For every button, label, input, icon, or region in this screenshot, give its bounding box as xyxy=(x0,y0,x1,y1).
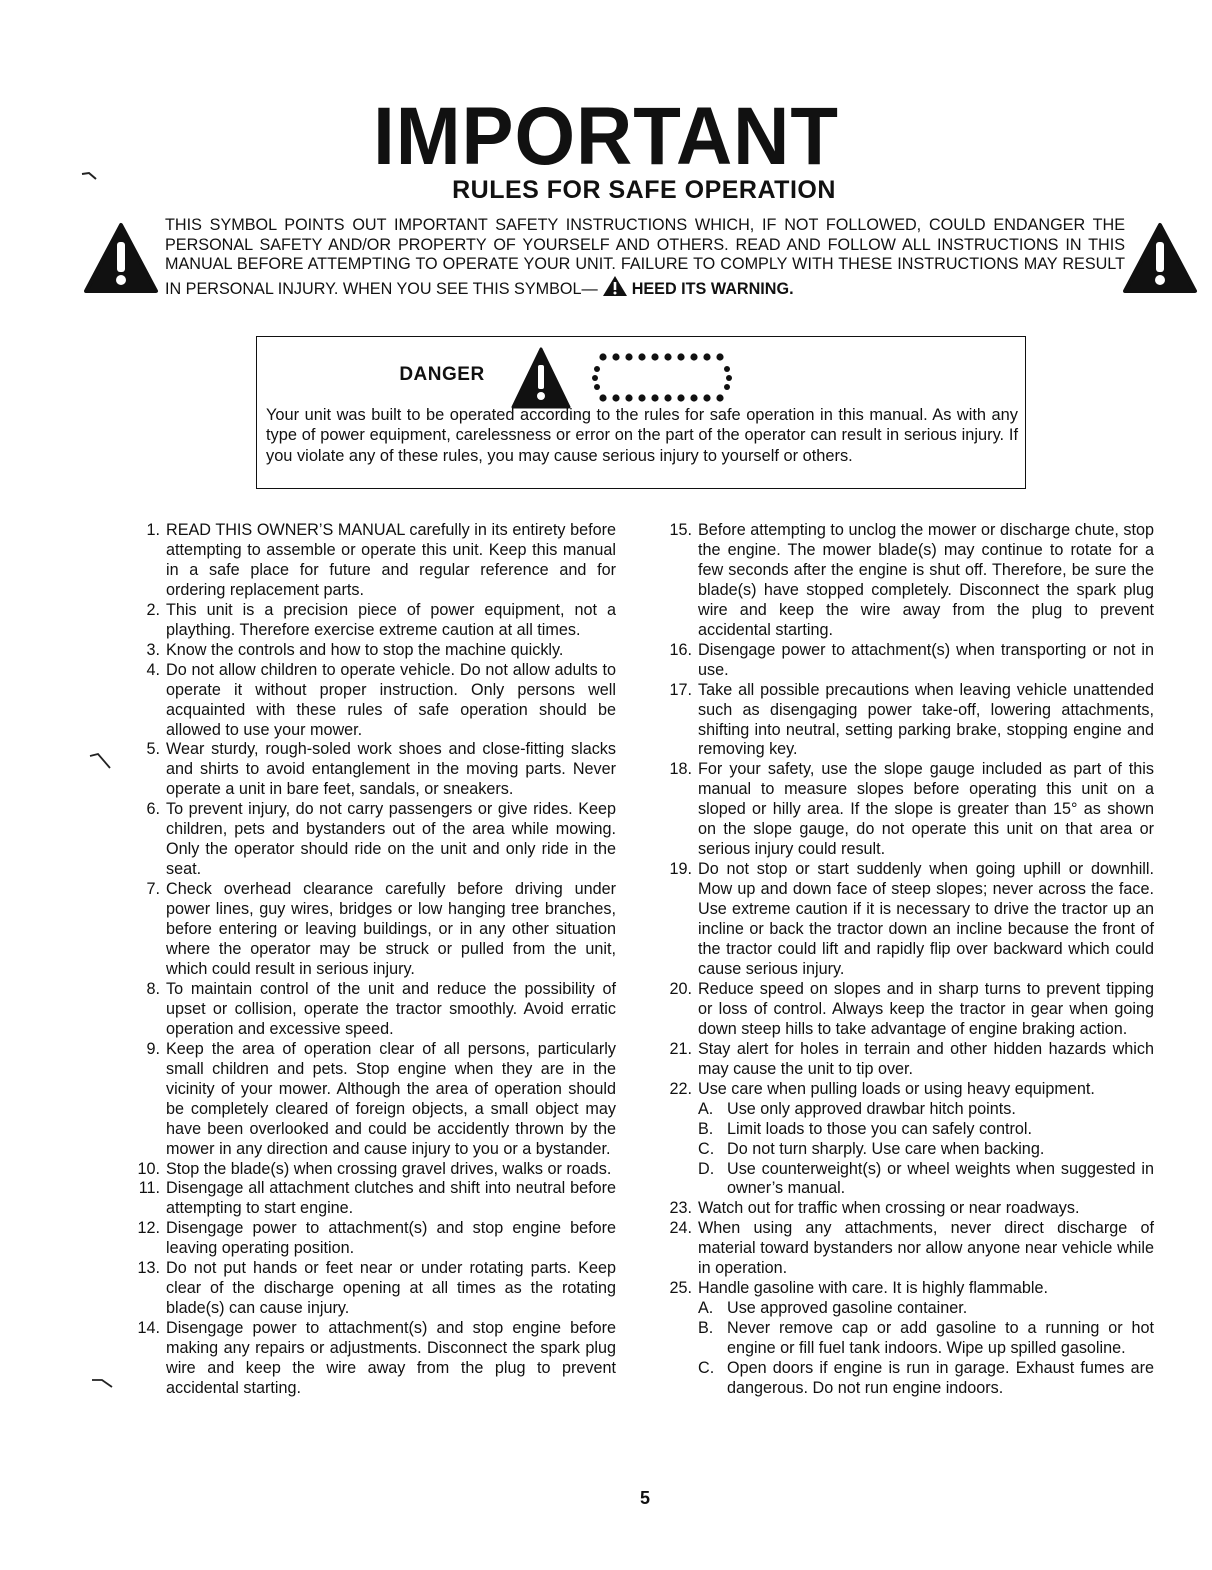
rule-text: This unit is a precision piece of power equipment, not a plaything. Therefore exercise extreme caution at all times. xyxy=(166,600,616,639)
rule-item xyxy=(136,1319,616,1399)
rule-number: 24. xyxy=(669,1219,692,1238)
rule-text: Stay alert for holes in terrain and other hidden hazards which may cause the unit to tip over. xyxy=(698,1039,1154,1078)
rule-subitem-text: Do not turn sharply. Use care when backing. xyxy=(727,1139,1045,1158)
rule-number: 5. xyxy=(146,740,160,759)
rule-subitem-letter: A. xyxy=(698,1099,714,1118)
rule-number: 9. xyxy=(146,1039,160,1058)
safety-symbol-notice xyxy=(165,216,1125,299)
rule-number: 15. xyxy=(669,521,692,539)
rule-text: Know the controls and how to stop the machine quickly. xyxy=(166,640,564,659)
rule-number: 18. xyxy=(669,760,692,779)
rule-subitem xyxy=(698,1319,1154,1359)
rule-subitem-text: Open doors if engine is run in garage. Exhaust fumes are dangerous. Do not run engine indoors. xyxy=(727,1359,1154,1397)
rule-number: 14. xyxy=(137,1319,160,1338)
rules-column-left xyxy=(136,521,616,1399)
rule-subitem-text: Use approved gasoline container. xyxy=(727,1299,968,1318)
rule-number: 7. xyxy=(146,880,160,899)
rule-text: Do not put hands or feet near or under rotating parts. Keep clear of the discharge opening at all times as the rotating blade(s) can cause injury. xyxy=(166,1259,616,1318)
rule-item xyxy=(668,1080,1154,1200)
rule-number: 21. xyxy=(669,1039,692,1058)
rule-item xyxy=(136,800,616,880)
rule-item xyxy=(668,1219,1154,1279)
rule-text: Handle gasoline with care. It is highly flammable. xyxy=(698,1279,1048,1298)
rule-subitem xyxy=(698,1120,1154,1140)
page-number: 5 xyxy=(639,1488,650,1508)
heed-warning-text: HEED ITS WARNING. xyxy=(631,279,794,298)
rule-item xyxy=(136,641,616,661)
rule-text: Check overhead clearance carefully before driving under power lines, guy wires, bridges or low hanging tree branches, before entering or leaving buildings, or in any other situation where the operator may be struck or pulled from the unit, which could result in serious injury. xyxy=(166,880,616,978)
scan-mark-icon xyxy=(80,170,100,182)
rule-subitem-text: Limit loads to those you can safely control. xyxy=(727,1119,1033,1138)
rule-number: 1. xyxy=(146,521,160,539)
rule-text: To maintain control of the unit and reduce the possibility of upset or collision, operate the tractor smoothly. Avoid erratic operation and excessive speed. xyxy=(166,979,616,1038)
rule-subitem-text: Never remove cap or add gasoline to a running or hot engine or fill fuel tank indoors. Wipe up spilled gasoline. xyxy=(727,1319,1154,1358)
danger-label: DANGER xyxy=(399,364,485,385)
rule-item xyxy=(136,1179,616,1219)
warning-triangle-icon xyxy=(83,222,159,294)
rule-number: 4. xyxy=(146,660,160,679)
page-subtitle: RULES FOR SAFE OPERATION xyxy=(452,176,836,204)
rule-number: 19. xyxy=(669,860,692,879)
rule-subitem-letter: A. xyxy=(698,1299,714,1318)
rule-subitem-text: Use counterweight(s) or wheel weights when suggested in owner’s manual. xyxy=(727,1159,1154,1198)
rule-item xyxy=(136,1259,616,1319)
rule-subitem-letter: D. xyxy=(698,1159,715,1178)
rule-number: 13. xyxy=(137,1259,160,1278)
rule-subitem xyxy=(698,1140,1154,1160)
rule-item xyxy=(136,661,616,741)
danger-text: Your unit was built to be operated according to the rules for safe operation in this manual. As with any type of power equipment, carelessness or error on the part of the operator can result in serious injury. If you violate any of these rules, you may cause serious injury to yourself or others. xyxy=(266,406,1018,465)
rule-item xyxy=(668,1199,1154,1219)
rule-item xyxy=(136,740,616,800)
rule-text: Take all possible precautions when leaving vehicle unattended such as disengaging power take-off, lowering attachments, shifting into neutral, setting parking brake, stopping engine and removing key. xyxy=(698,680,1154,759)
rule-item xyxy=(136,1160,616,1180)
rule-text: Reduce speed on slopes and in sharp turns to prevent tipping or loss of control. Always keep the tractor in gear when going down steep hills to take advantage of engine braking action. xyxy=(698,979,1154,1038)
rule-subitem-letter: C. xyxy=(698,1139,715,1158)
rule-subitem xyxy=(698,1100,1154,1120)
page-title: IMPORTANT xyxy=(373,91,839,182)
rule-subitem-letter: B. xyxy=(698,1319,714,1338)
rule-item xyxy=(136,980,616,1040)
rule-item xyxy=(668,641,1154,681)
rule-number: 17. xyxy=(669,680,692,699)
warning-triangle-icon xyxy=(1122,222,1198,294)
rule-text: Do not stop or start suddenly when going uphill or downhill. Mow up and down face of steep slopes; never across the face. Use extreme caution if it is necessary to drive the tractor up an incline or back the tractor down an incline because the front of the tractor could lift and rapidly flip over backward which could cause serious injury. xyxy=(698,860,1154,978)
scan-mark-icon xyxy=(88,750,114,772)
rule-subitem xyxy=(698,1359,1154,1399)
rule-text: Disengage power to attachment(s) and stop engine before leaving operating position. xyxy=(166,1219,616,1258)
rule-item xyxy=(668,1040,1154,1080)
safety-symbol-notice-text: THIS SYMBOL POINTS OUT IMPORTANT SAFETY INSTRUCTIONS WHICH, IF NOT FOLLOWED, COULD ENDANGER THE PERSONAL SAFETY AND/OR PROPERTY OF YOURSELF AND OTHERS. READ AND FOLLOW ALL INSTRUCTIONS IN THIS MANUAL BEFORE ATTEMPTING TO OPERATE YOUR UNIT. FAILURE TO COMPLY WITH THESE INSTRUCTIONS MAY RESULT IN PERSONAL INJURY. WHEN YOU SEE THIS SYMBOL— xyxy=(165,216,1125,298)
rule-text: Do not allow children to operate vehicle. Do not allow adults to operate it without proper instruction. Only persons well acquainted with these rules of safe operation should be allowed to use your mower. xyxy=(166,660,616,739)
rule-text: Disengage all attachment clutches and shift into neutral before attempting to start engine. xyxy=(166,1179,616,1218)
rule-number: 12. xyxy=(137,1219,160,1238)
rule-item xyxy=(668,860,1154,980)
rule-item xyxy=(668,681,1154,761)
rule-number: 2. xyxy=(146,600,160,619)
rule-text: Keep the area of operation clear of all persons, particularly small children and pets. Stop engine when they are in the vicinity of your mower. Although the area of operation should be completely cleared of foreign objects, a small object may have been overlooked and could be accidently thrown by the mower in any direction and cause injury to you or a bystander. xyxy=(166,1039,616,1158)
rule-number: 23. xyxy=(669,1199,692,1218)
rule-number: 3. xyxy=(146,640,160,659)
rule-text: READ THIS OWNER’S MANUAL carefully in its entirety before attempting to assemble or operate this unit. Keep this manual in a safe place for future and regular reference and for ordering replacement parts. xyxy=(166,521,616,599)
rule-text: Disengage power to attachment(s) when transporting or not in use. xyxy=(698,640,1154,679)
rule-item xyxy=(136,521,616,601)
rule-item xyxy=(668,760,1154,860)
rule-number: 8. xyxy=(146,979,160,998)
rule-text: Wear sturdy, rough-soled work shoes and close-fitting slacks and shirts to avoid entanglement in the moving parts. Never operate a unit in bare feet, sandals, or sneakers. xyxy=(166,740,616,799)
rule-item xyxy=(136,880,616,980)
rule-item xyxy=(668,521,1154,641)
rule-item xyxy=(136,1040,616,1160)
rule-subitem-letter: C. xyxy=(698,1359,715,1378)
rule-item xyxy=(136,1219,616,1259)
rule-subitem xyxy=(698,1160,1154,1200)
danger-signal-icon xyxy=(511,345,773,411)
rule-number: 10. xyxy=(137,1159,160,1178)
rule-text: Watch out for traffic when crossing or near roadways. xyxy=(698,1199,1080,1218)
rule-subitem xyxy=(698,1299,1154,1319)
rule-text: Before attempting to unclog the mower or discharge chute, stop the engine. The mower blade(s) may continue to rotate for a few seconds after the engine is shut off. Therefore, be sure the blade(s) have stopped completely. Disconnect the spark plug wire and keep the wire away from the plug to prevent accidental starting. xyxy=(698,521,1154,639)
rule-number: 16. xyxy=(669,640,692,659)
rule-subitem-letter: B. xyxy=(698,1119,714,1138)
scan-mark-icon xyxy=(90,1376,116,1390)
rule-number: 6. xyxy=(146,800,160,819)
rule-number: 22. xyxy=(669,1079,692,1098)
rule-text: For your safety, use the slope gauge included as part of this manual to measure slopes before operating this unit on a sloped or hilly area. If the slope is greater than 15° as shown on the slope gauge, do not operate this unit on that area or serious injury could result. xyxy=(698,760,1154,859)
rule-text: Disengage power to attachment(s) and stop engine before making any repairs or adjustments. Disconnect the spark plug wire and keep the wire away from the plug to prevent accidental starting. xyxy=(166,1319,616,1397)
rule-text: Use care when pulling loads or using heavy equipment. xyxy=(698,1079,1095,1098)
warning-symbol-icon xyxy=(602,275,628,297)
rule-number: 25. xyxy=(669,1279,692,1298)
rule-subitem-text: Use only approved drawbar hitch points. xyxy=(727,1099,1016,1118)
rule-number: 11. xyxy=(138,1179,160,1198)
rule-item xyxy=(668,1279,1154,1399)
rule-item xyxy=(136,601,616,641)
rule-item xyxy=(668,980,1154,1040)
rule-text: When using any attachments, never direct discharge of material toward bystanders nor allow anyone near vehicle while in operation. xyxy=(698,1219,1154,1278)
rule-text: To prevent injury, do not carry passengers or give rides. Keep children, pets and bystanders out of the area while mowing. Only the operator should ride on the unit and only ride in the seat. xyxy=(166,800,616,879)
rule-number: 20. xyxy=(669,979,692,998)
rule-text: Stop the blade(s) when crossing gravel drives, walks or roads. xyxy=(166,1159,612,1178)
rules-column-right xyxy=(668,521,1154,1399)
